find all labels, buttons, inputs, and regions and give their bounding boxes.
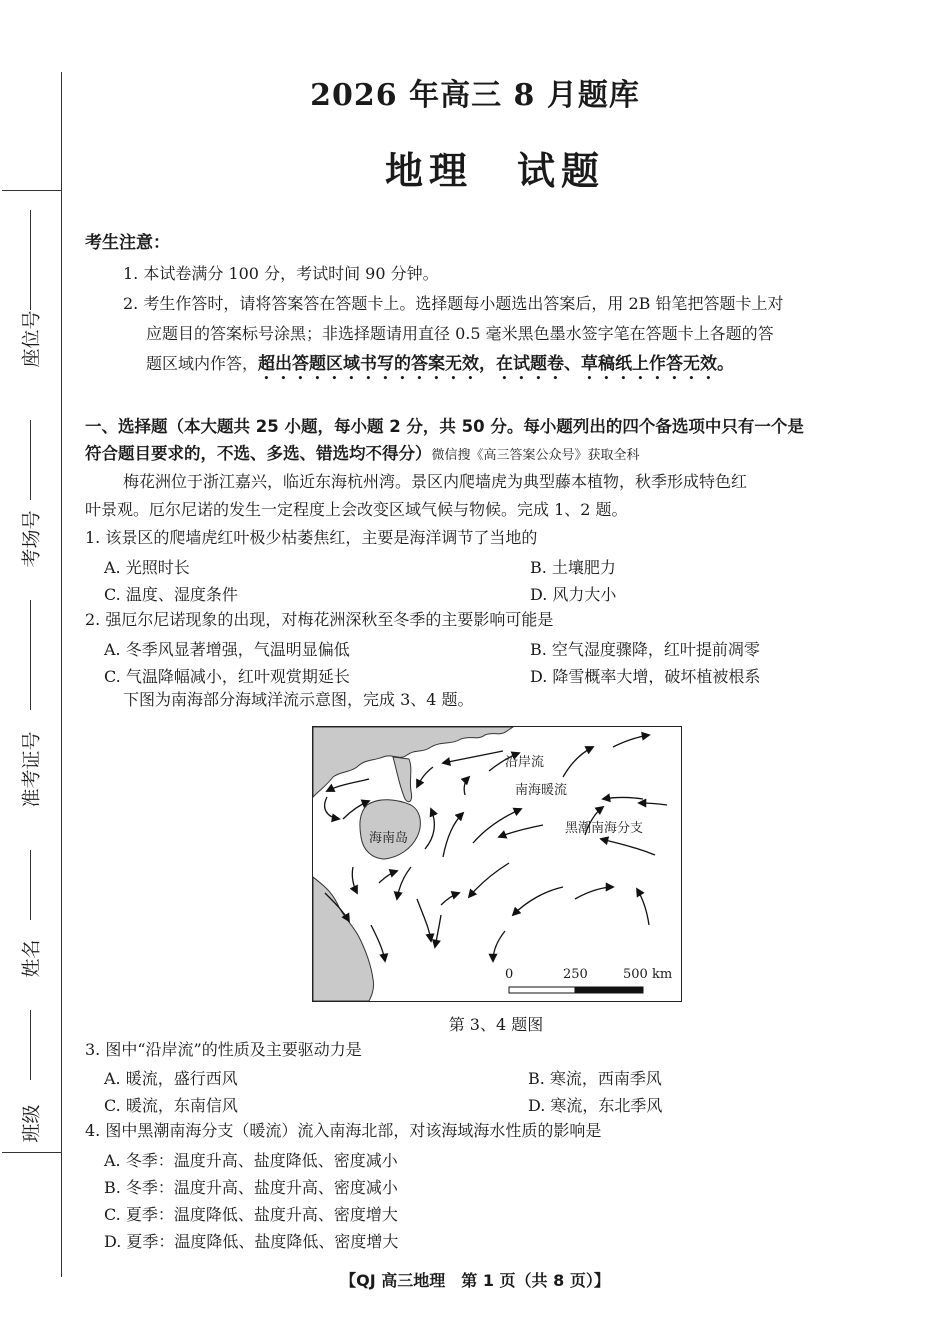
current-arrow bbox=[499, 825, 543, 837]
q3-stem: 3. 图中“沿岸流”的性质及主要驱动力是 bbox=[85, 1040, 362, 1059]
notice-heading: 考生注意： bbox=[85, 233, 170, 253]
scale-bar-white bbox=[509, 987, 575, 993]
current-arrow bbox=[379, 871, 397, 883]
current-arrow bbox=[613, 735, 649, 747]
q4-option-a: A. 冬季：温度升高、盐度降低、密度减小 bbox=[104, 1151, 398, 1170]
current-arrow bbox=[325, 797, 339, 819]
label-scs-warm-current: 南海暖流 bbox=[515, 783, 568, 798]
exam-room-label: 考场号 bbox=[20, 510, 43, 568]
label-kuroshio-branch: 黑潮南海分支 bbox=[565, 821, 644, 836]
current-arrow bbox=[513, 887, 563, 915]
current-arrow bbox=[327, 779, 369, 791]
q1-option-b: B. 土壤肥力 bbox=[530, 558, 616, 577]
notice-item-1: 1. 本试卷满分 100 分，考试时间 90 分钟。 bbox=[123, 264, 439, 283]
class-field bbox=[10, 1010, 50, 1150]
notice-item-2-line-3-a: 题区域内作答， bbox=[146, 354, 259, 373]
q3-option-c: C. 暖流，东南信风 bbox=[104, 1096, 238, 1115]
current-arrow bbox=[425, 809, 434, 849]
name-label: 姓名 bbox=[20, 939, 43, 978]
notice-emphasis: 超出答题区域书写的答案无效，在试题卷、草稿纸上作答无效。 bbox=[258, 354, 735, 374]
current-arrow bbox=[443, 751, 503, 763]
current-arrow bbox=[443, 813, 463, 857]
q1-option-c: C. 温度、湿度条件 bbox=[104, 585, 238, 604]
vietnam-coast bbox=[313, 877, 374, 1001]
scale-label-500: 500 km bbox=[623, 967, 673, 982]
current-arrow bbox=[639, 803, 667, 805]
name-line bbox=[30, 850, 31, 920]
notice-item-2-line-1: 2. 考生作答时，请将答案答在答题卡上。选择题每小题选出答案后，用 2B 铅笔把答题卡上对 bbox=[123, 294, 784, 313]
map-caption: 第 3、4 题图 bbox=[448, 1015, 544, 1034]
seat-number-field bbox=[10, 210, 50, 400]
map-drawing bbox=[313, 727, 681, 1001]
current-arrow bbox=[575, 887, 613, 899]
q3-option-b: B. 寒流，西南季风 bbox=[528, 1069, 662, 1088]
scale-bar-black bbox=[575, 987, 643, 993]
label-coastal-current: 沿岸流 bbox=[505, 755, 545, 770]
current-arrow bbox=[371, 925, 385, 961]
q1-stem: 1. 该景区的爬墙虎红叶极少枯萎焦红，主要是海洋调节了当地的 bbox=[85, 528, 538, 547]
current-arrow bbox=[417, 899, 431, 941]
section-watermark: 微信搜《高三答案公众号》获取全科 bbox=[431, 448, 640, 463]
class-line bbox=[30, 1010, 31, 1080]
binding-margin bbox=[0, 0, 64, 1344]
q2-option-a: A. 冬季风显著增强，气温明显偏低 bbox=[104, 640, 350, 659]
passage-1-line-1: 梅花洲位于浙江嘉兴，临近东海杭州湾。景区内爬墙虎为典型藤本植物，秋季形成特色红 bbox=[123, 472, 748, 491]
current-arrow bbox=[603, 798, 643, 800]
page-footer: 【QJ 高三地理 第 1 页（共 8 页）】 bbox=[340, 1271, 610, 1290]
label-hainan-island: 海南岛 bbox=[369, 831, 409, 846]
q4-stem: 4. 图中黑潮南海分支（暖流）流入南海北部，对该海域海水性质的影响是 bbox=[85, 1121, 602, 1140]
q3-option-a: A. 暖流，盛行西风 bbox=[104, 1069, 238, 1088]
binding-bottom-line bbox=[2, 1152, 62, 1153]
q2-stem: 2. 强厄尔尼诺现象的出现，对梅花洲深秋至冬季的主要影响可能是 bbox=[85, 610, 554, 629]
q4-option-b: B. 冬季：温度升高、盐度升高、密度减小 bbox=[104, 1178, 398, 1197]
exam-room-field bbox=[10, 420, 50, 610]
scale-label-250: 250 bbox=[563, 967, 588, 982]
admission-ticket-label: 准考证号 bbox=[20, 731, 43, 808]
scale-label-0: 0 bbox=[505, 967, 514, 982]
section-heading-line-2-text: 符合题目要求的，不选、多选、错选均不得分） bbox=[85, 444, 432, 463]
current-arrow bbox=[493, 931, 505, 961]
binding-vertical-line bbox=[61, 72, 62, 1277]
page-subtitle: 地理 试题 bbox=[384, 148, 605, 193]
q2-option-d: D. 降雪概率大增，破坏植被根系 bbox=[530, 667, 761, 686]
admission-ticket-field bbox=[10, 600, 50, 850]
name-field bbox=[10, 850, 50, 1000]
class-label: 班级 bbox=[20, 1104, 43, 1143]
page-title: 2026 年高三 8 月题库 bbox=[310, 78, 640, 113]
q1-option-a: A. 光照时长 bbox=[104, 558, 190, 577]
current-arrow bbox=[637, 889, 649, 925]
current-arrow bbox=[464, 777, 469, 795]
q4-option-d: D. 夏季：温度降低、盐度降低、密度增大 bbox=[104, 1232, 399, 1251]
notice-item-2-line-3 bbox=[146, 354, 734, 384]
seat-number-line bbox=[30, 210, 31, 310]
section-heading-line-1: 一、选择题（本大题共 25 小题，每小题 2 分，共 50 分。每小题列出的四个备选项中只有一个是 bbox=[85, 417, 804, 436]
passage-2: 下图为南海部分海域洋流示意图，完成 3、4 题。 bbox=[123, 690, 474, 709]
current-arrow bbox=[473, 809, 521, 843]
current-arrow bbox=[352, 867, 357, 893]
current-arrow bbox=[435, 915, 441, 947]
mainland-coast bbox=[313, 727, 513, 797]
exam-room-line bbox=[30, 420, 31, 500]
current-arrow bbox=[441, 893, 459, 905]
current-arrow bbox=[397, 867, 411, 899]
current-arrow bbox=[601, 839, 655, 855]
q3-option-d: D. 寒流，东北季风 bbox=[528, 1096, 663, 1115]
ocean-current-map bbox=[312, 726, 682, 1002]
seat-number-label: 座位号 bbox=[20, 310, 43, 368]
notice-item-2-line-2: 应题目的答案标号涂黑；非选择题请用直径 0.5 毫米黑色墨水签字笔在答题卡上各题的答 bbox=[146, 324, 774, 343]
passage-1-line-2: 叶景观。厄尔尼诺的发生一定程度上会改变区域气候与物候。完成 1、2 题。 bbox=[85, 500, 628, 519]
q1-option-d: D. 风力大小 bbox=[530, 585, 617, 604]
q4-option-c: C. 夏季：温度降低、盐度升高、密度增大 bbox=[104, 1205, 398, 1224]
leizhou-peninsula bbox=[393, 757, 412, 802]
admission-ticket-line bbox=[30, 600, 31, 710]
current-arrow bbox=[469, 863, 509, 897]
q2-option-b: B. 空气湿度骤降，红叶提前凋零 bbox=[530, 640, 760, 659]
q2-option-c: C. 气温降幅减小，红叶观赏期延长 bbox=[104, 667, 350, 686]
current-arrow bbox=[417, 767, 433, 787]
current-arrow bbox=[563, 747, 593, 777]
section-heading-line-2 bbox=[85, 444, 640, 464]
